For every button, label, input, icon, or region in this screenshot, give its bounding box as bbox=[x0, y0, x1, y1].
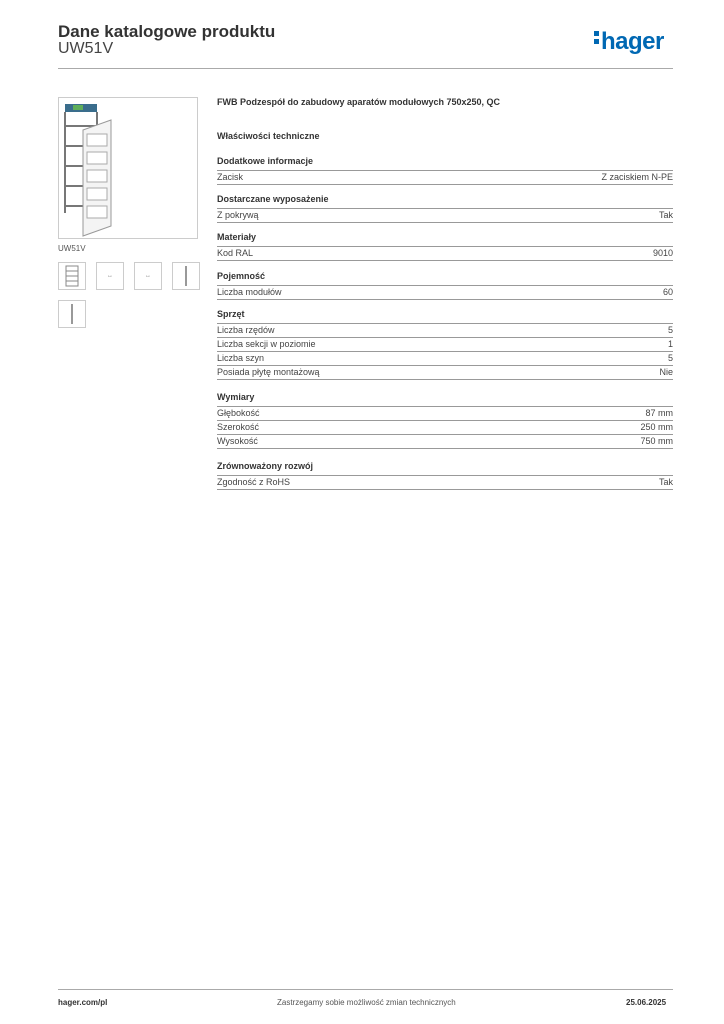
product-code: UW51V bbox=[58, 40, 114, 57]
footer-divider bbox=[58, 989, 673, 990]
footer-disclaimer: Zastrzegamy sobie możliwość zmian technicznych bbox=[277, 998, 456, 1007]
table-row: Szerokość 250 mm bbox=[217, 421, 673, 435]
table-row: Zgodność z RoHS Tak bbox=[217, 476, 673, 490]
group-title: Dostarczane wyposażenie bbox=[217, 194, 673, 209]
group-materialy bbox=[217, 232, 673, 261]
table-row: Wysokość 750 mm bbox=[217, 435, 673, 449]
product-title: FWB Podzespół do zabudowy aparatów modułowych 750x250, QC bbox=[217, 97, 501, 107]
group-dostarczane-wyposazenie bbox=[217, 194, 673, 223]
thumbnail-frame-icon bbox=[65, 265, 79, 287]
table-row: Z pokrywą Tak bbox=[217, 209, 673, 223]
group-title: Materiały bbox=[217, 232, 673, 247]
side-view-icon bbox=[183, 265, 189, 287]
footer-date: 25.06.2025 bbox=[626, 998, 667, 1007]
table-row: Liczba modułów 60 bbox=[217, 286, 673, 300]
footer-link[interactable]: hager.com/pl bbox=[58, 998, 108, 1007]
group-title: Zrównoważony rozwój bbox=[217, 461, 673, 476]
thumbnail-1[interactable] bbox=[58, 262, 86, 290]
table-row: Liczba rzędów 5 bbox=[217, 324, 673, 338]
group-dodatkowe-informacje bbox=[217, 156, 673, 185]
dimension-icon: ↔ bbox=[107, 273, 113, 279]
group-title: Pojemność bbox=[217, 271, 673, 286]
page-title: Dane katalogowe produktu bbox=[58, 22, 276, 41]
table-row: Zacisk Z zaciskiem N-PE bbox=[217, 171, 673, 185]
header-divider bbox=[58, 68, 673, 69]
group-title: Wymiary bbox=[217, 392, 673, 407]
product-drawing-icon bbox=[59, 98, 197, 238]
table-row: Posiada płytę montażową Nie bbox=[217, 366, 673, 380]
logo-dots-icon bbox=[594, 28, 599, 47]
product-image[interactable] bbox=[58, 97, 198, 239]
side-view-icon bbox=[69, 303, 75, 325]
group-sprzet bbox=[217, 309, 673, 380]
table-row: Liczba szyn 5 bbox=[217, 352, 673, 366]
dimension-icon: ↔ bbox=[145, 273, 151, 279]
group-wymiary bbox=[217, 392, 673, 449]
thumbnail-5[interactable] bbox=[58, 300, 86, 328]
table-row: Liczba sekcji w poziomie 1 bbox=[217, 338, 673, 352]
group-title: Dodatkowe informacje bbox=[217, 156, 673, 171]
group-title: Sprzęt bbox=[217, 309, 673, 324]
group-zrownowazony-rozwoj bbox=[217, 461, 673, 490]
table-row: Głębokość 87 mm bbox=[217, 407, 673, 421]
hager-logo[interactable]: hager bbox=[594, 28, 664, 56]
thumbnail-3[interactable] bbox=[134, 262, 162, 290]
thumbnail-2[interactable] bbox=[96, 262, 124, 290]
thumbnail-4[interactable] bbox=[172, 262, 200, 290]
product-image-caption: UW51V bbox=[58, 244, 86, 253]
table-row: Kod RAL 9010 bbox=[217, 247, 673, 261]
section-title: Właściwości techniczne bbox=[217, 131, 320, 141]
group-pojemnosc bbox=[217, 271, 673, 300]
